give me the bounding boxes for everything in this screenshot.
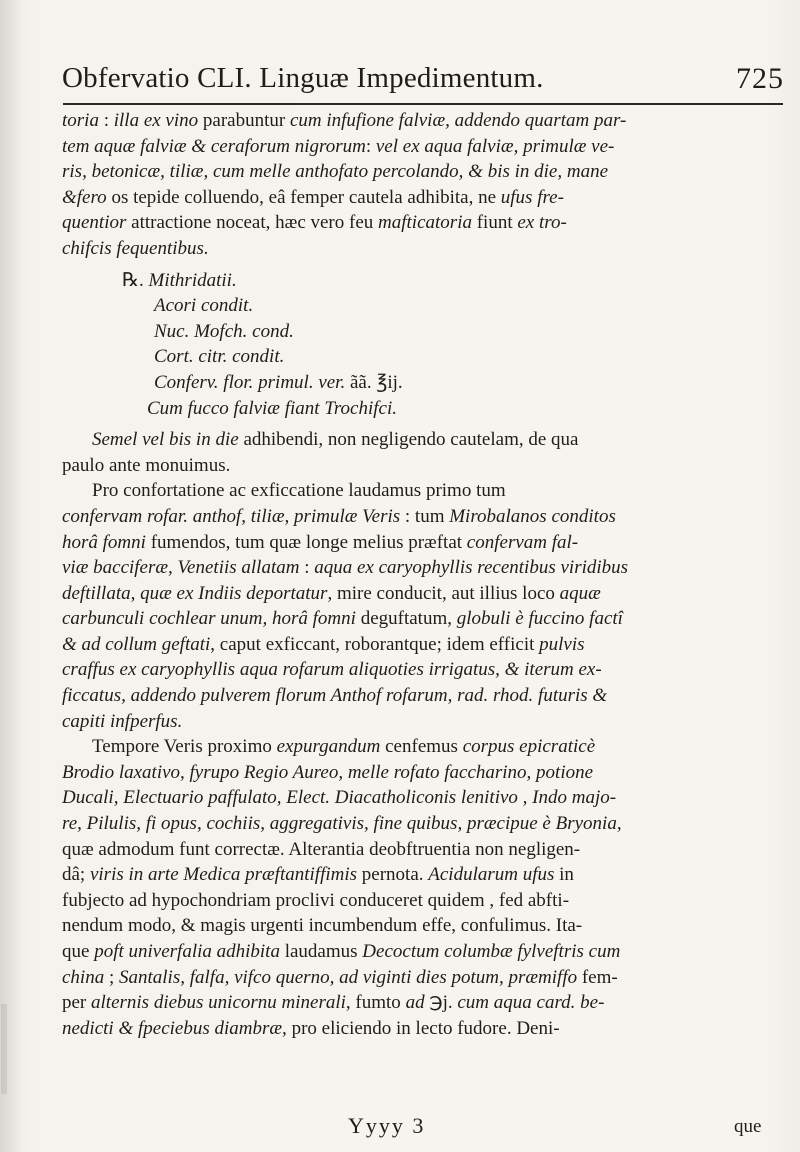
text-line: Ducali, Electuario paffulato, Elect. Diacatholiconis lenitivo , Indo majo- bbox=[62, 787, 617, 809]
text-line: nedicti & fpeciebus diambræ, pro eliciendo in lecto fudore. Deni- bbox=[62, 1017, 560, 1039]
text-line: & ad collum geftati, caput exficcant, roborantque; idem efficit pulvis bbox=[62, 633, 585, 655]
text-line: que poft univerfalia adhibita laudamus Decoctum columbæ fylveftris cum bbox=[62, 941, 621, 962]
text-line: quæ admodum funt correctæ. Alterantia deobftruentia non negligen- bbox=[62, 838, 581, 860]
text-line: ficcatus, addendo pulverem florum Anthof rofarum, rad. rhod. futuris & bbox=[62, 685, 608, 707]
text-line: carbunculi cochlear unum, horâ fomni deguftatum, globuli è fuccino factî bbox=[62, 608, 623, 630]
text-line: Nuc. Mofch. cond. bbox=[154, 320, 294, 342]
text-line: tem aquæ falviæ & ceraforum nigrorum: vel ex aqua falviæ, primulæ ve- bbox=[62, 135, 615, 157]
text-line: Acori condit. bbox=[154, 295, 254, 317]
text-line: toria : illa ex vino parabuntur cum infufione falviæ, addendo quartam par- bbox=[62, 110, 627, 131]
text-line: Brodio laxativo, fyrupo Regio Aureo, melle rofato faccharino, potione bbox=[62, 761, 594, 783]
text-line: horâ fomni fumendos, tum quæ longe melius præftat confervam fal- bbox=[62, 531, 579, 553]
text-line: &fero os tepide colluendo, eâ femper cautela adhibita, ne ufus fre- bbox=[62, 186, 564, 208]
text-line: deftillata, quæ ex Indiis deportatur, mire conducit, aut illius loco aquæ bbox=[62, 582, 601, 604]
text-line: ℞. Mithridatii. bbox=[122, 269, 237, 291]
text-line: fubjecto ad hypochondriam proclivi conduceret quidem , fed abfti- bbox=[62, 889, 570, 911]
page-header bbox=[62, 62, 784, 102]
text-line: Cort. citr. condit. bbox=[154, 346, 285, 368]
paragraph-opening bbox=[62, 108, 784, 262]
signature-mark: Yyyy 3 bbox=[348, 1113, 426, 1138]
text-line: chifcis fequentibus. bbox=[62, 237, 209, 259]
text-line: per alternis diebus unicornu minerali, fumto ad ℈j. cum aqua card. be- bbox=[62, 992, 605, 1014]
main-text bbox=[62, 108, 784, 1041]
catchword: que bbox=[734, 1116, 762, 1137]
paragraph-body bbox=[62, 427, 784, 1041]
text-line: dâ; viris in arte Medica præftantiffimis pernota. Acidularum ufus in bbox=[62, 864, 574, 886]
page-edge-shadow bbox=[0, 0, 22, 1152]
page-stain bbox=[1, 1004, 7, 1094]
text-line: china ; Santalis, falfa, vifco querno, ad viginti dies potum, præmiffo fem- bbox=[62, 966, 618, 988]
running-head: Obfervatio CLI. Linguæ Impedimentum. bbox=[62, 62, 544, 94]
text-line: capiti infperfus. bbox=[62, 710, 183, 732]
text-line: Semel vel bis in die adhibendi, non negligendo cautelam, de qua bbox=[92, 429, 579, 451]
text-line: ris, betonicæ, tiliæ, cum melle anthofato percolando, & bis in die, mane bbox=[62, 161, 609, 183]
text-line: Cum fucco falviæ fiant Trochifci. bbox=[147, 397, 397, 419]
text-line: quentior attractione noceat, hæc vero feu mafticatoria fiunt ex tro- bbox=[62, 212, 567, 234]
text-line: craffus ex caryophyllis aqua rofarum aliquoties irrigatus, & iterum ex- bbox=[62, 659, 602, 681]
text-line: re, Pilulis, fi opus, cochiis, aggregativis, fine quibus, præcipue è Bryonia, bbox=[62, 813, 622, 835]
recipe-block bbox=[62, 268, 784, 422]
text-line: Tempore Veris proximo expurgandum cenfemus corpus epicraticè bbox=[92, 736, 596, 758]
text-line: viæ bacciferæ, Venetiis allatam : aqua ex caryophyllis recentibus viridibus bbox=[62, 557, 629, 579]
text-line: Conferv. flor. primul. ver. ãã. ℥ij. bbox=[154, 371, 403, 393]
text-line: paulo ante monuimus. bbox=[62, 454, 231, 476]
text-line: nendum modo, & magis urgenti incumbendum effe, confulimus. Ita- bbox=[62, 915, 583, 937]
text-line: Pro confortatione ac exficcatione laudamus primo tum bbox=[92, 480, 506, 502]
text-line: confervam rofar. anthof, tiliæ, primulæ Veris : tum Mirobalanos conditos bbox=[62, 505, 616, 527]
header-rule bbox=[63, 103, 783, 105]
page-number: 725 bbox=[736, 62, 784, 95]
